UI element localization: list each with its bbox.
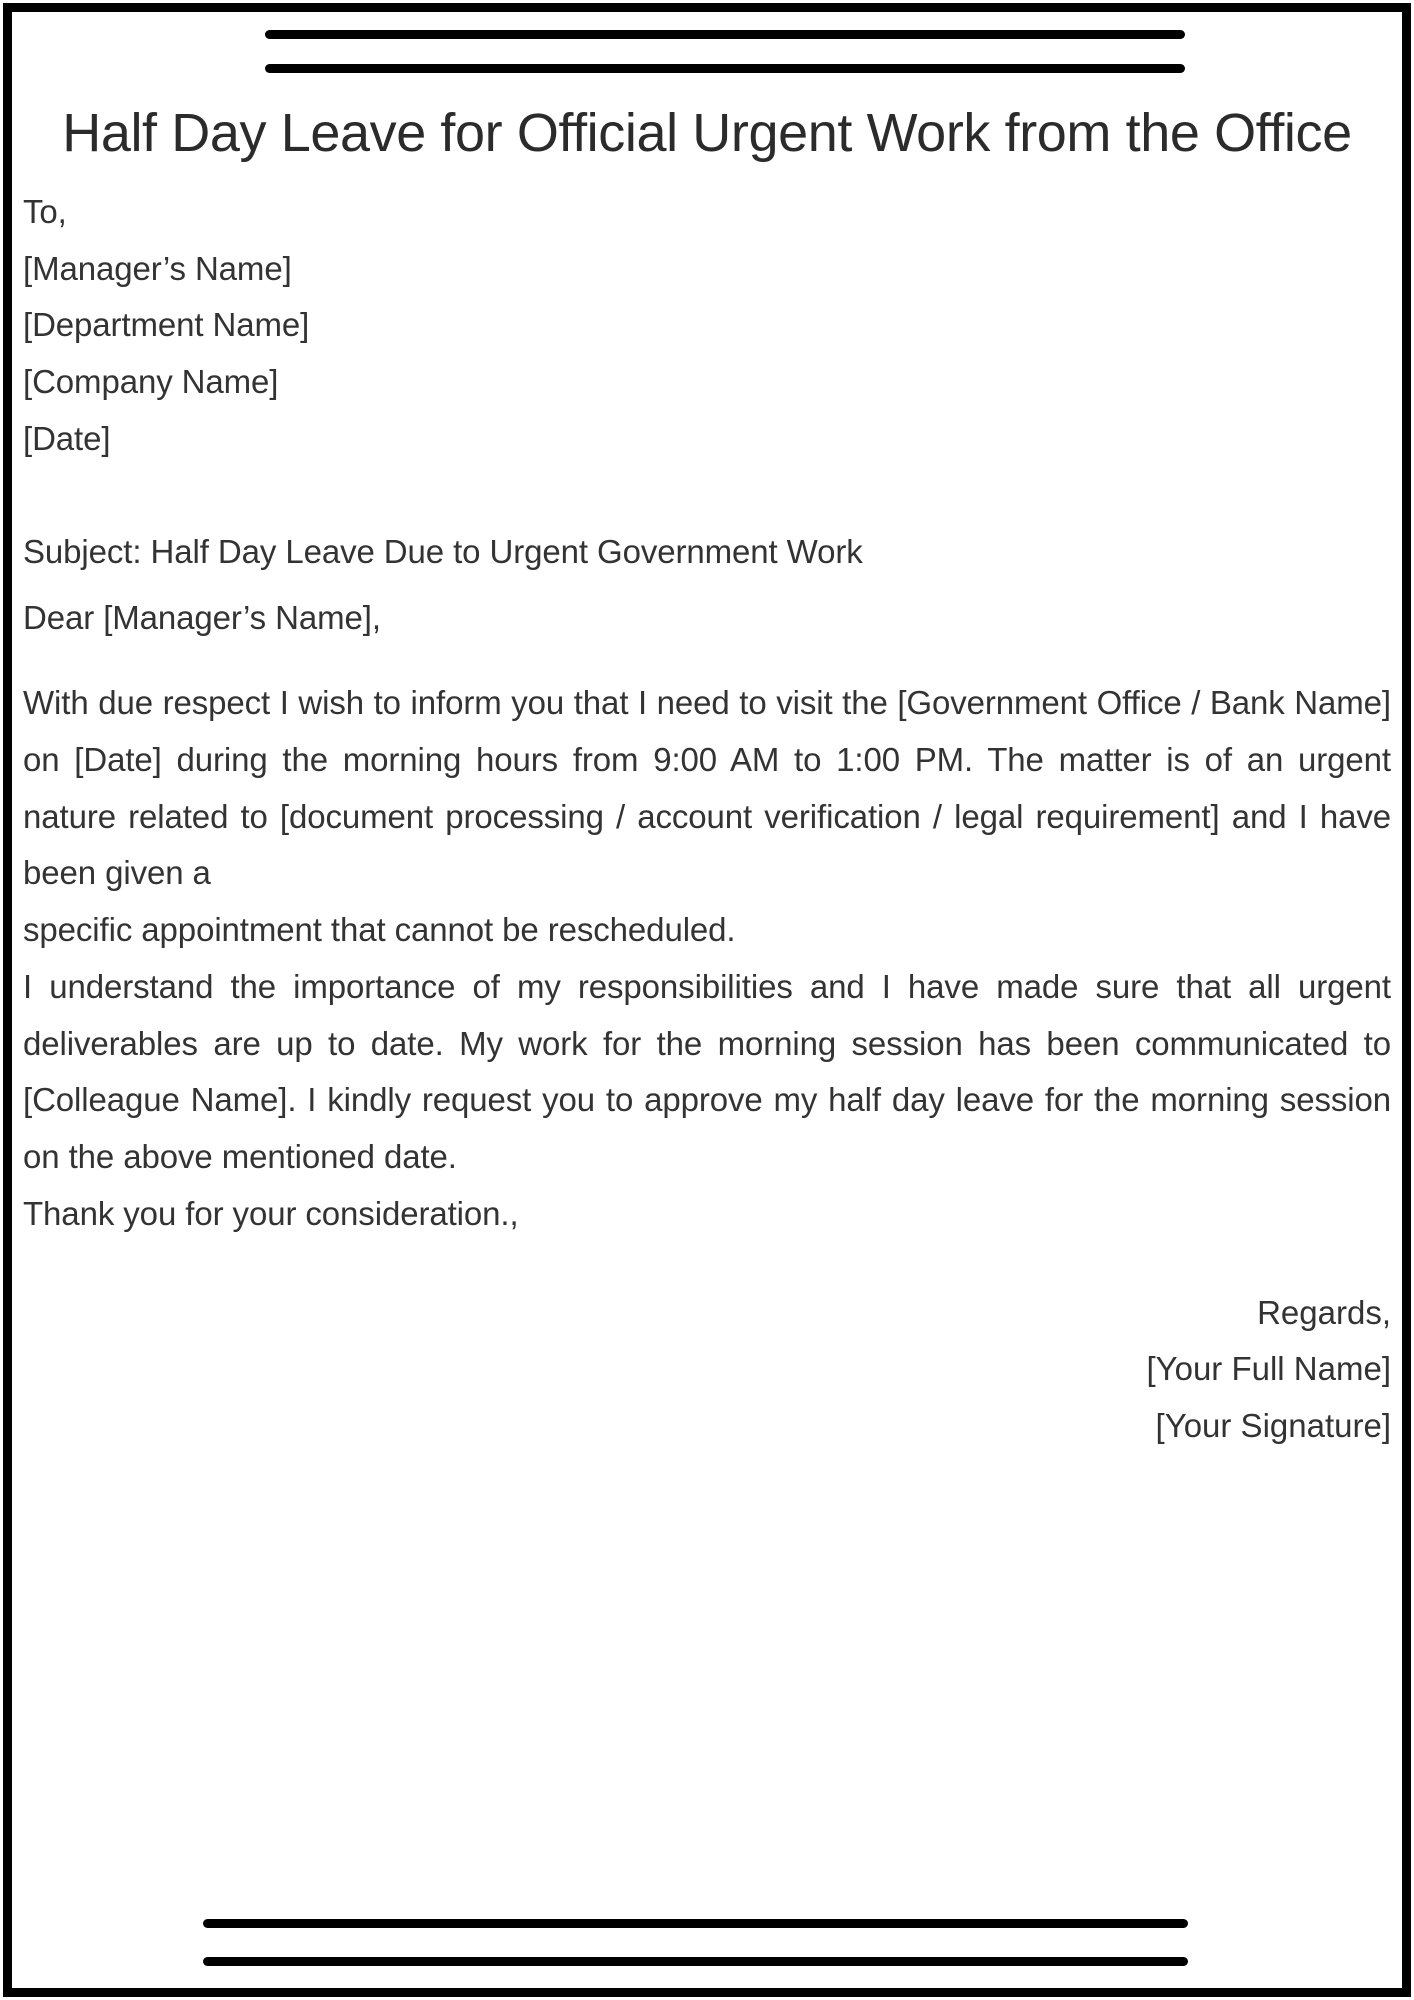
recipient-manager-name: [Manager’s Name] bbox=[23, 249, 292, 287]
body-paragraph-2-last-line: Thank you for your consideration., bbox=[23, 1194, 519, 1232]
bottom-rule-line-1 bbox=[203, 1919, 1188, 1928]
page-title-line-2: from the Office bbox=[1004, 103, 1352, 163]
signoff-block bbox=[23, 1285, 1391, 1455]
recipient-to-label: To, bbox=[23, 192, 67, 230]
page-content bbox=[9, 9, 1405, 1991]
top-rule-line-1 bbox=[265, 30, 1185, 39]
body-paragraph-1 bbox=[23, 675, 1391, 959]
body-paragraph-1-text: With due respect I wish to inform you that I need to visit the [Government Office / Bank Name] on [Date] during the morning hours from 9:00 AM to 1:00 PM. The matter is of an urgent nature related to [document processing / account verification / legal requirement] and I have been given a bbox=[23, 684, 1391, 892]
page-title bbox=[53, 98, 1361, 170]
letter-body bbox=[23, 184, 1391, 1243]
bottom-rule-line-2 bbox=[203, 1957, 1188, 1966]
address-subject-spacer bbox=[23, 468, 1391, 524]
body-paragraph-1-last-line: specific appointment that cannot be rescheduled. bbox=[23, 911, 736, 949]
top-rule-group bbox=[23, 9, 1391, 73]
signoff-signature: [Your Signature] bbox=[1155, 1407, 1391, 1445]
bottom-rule-group bbox=[23, 1919, 1391, 1966]
salutation-line: Dear [Manager’s Name], bbox=[23, 599, 381, 637]
body-paragraph-2-text: I understand the importance of my responsibilities and I have made sure that all urgent deliverables are up to date. My work for the morning session has been communicated to [Colleague Name]. I kindly request you to approve my half day leave for the morning session on the above mentioned date. bbox=[23, 967, 1391, 1176]
body-paragraph-2 bbox=[23, 959, 1391, 1243]
signoff-full-name: [Your Full Name] bbox=[1146, 1350, 1391, 1388]
page-title-line-1: Half Day Leave for Official Urgent Work bbox=[62, 103, 990, 163]
recipient-date: [Date] bbox=[23, 419, 111, 457]
recipient-company-name: [Company Name] bbox=[23, 363, 279, 401]
signoff-regards: Regards, bbox=[1257, 1293, 1391, 1331]
subject-line: Subject: Half Day Leave Due to Urgent Government Work bbox=[23, 532, 863, 570]
bottom-rule-anchor bbox=[9, 1919, 1405, 1966]
recipient-department-name: [Department Name] bbox=[23, 306, 310, 344]
top-rule-line-2 bbox=[265, 64, 1185, 73]
